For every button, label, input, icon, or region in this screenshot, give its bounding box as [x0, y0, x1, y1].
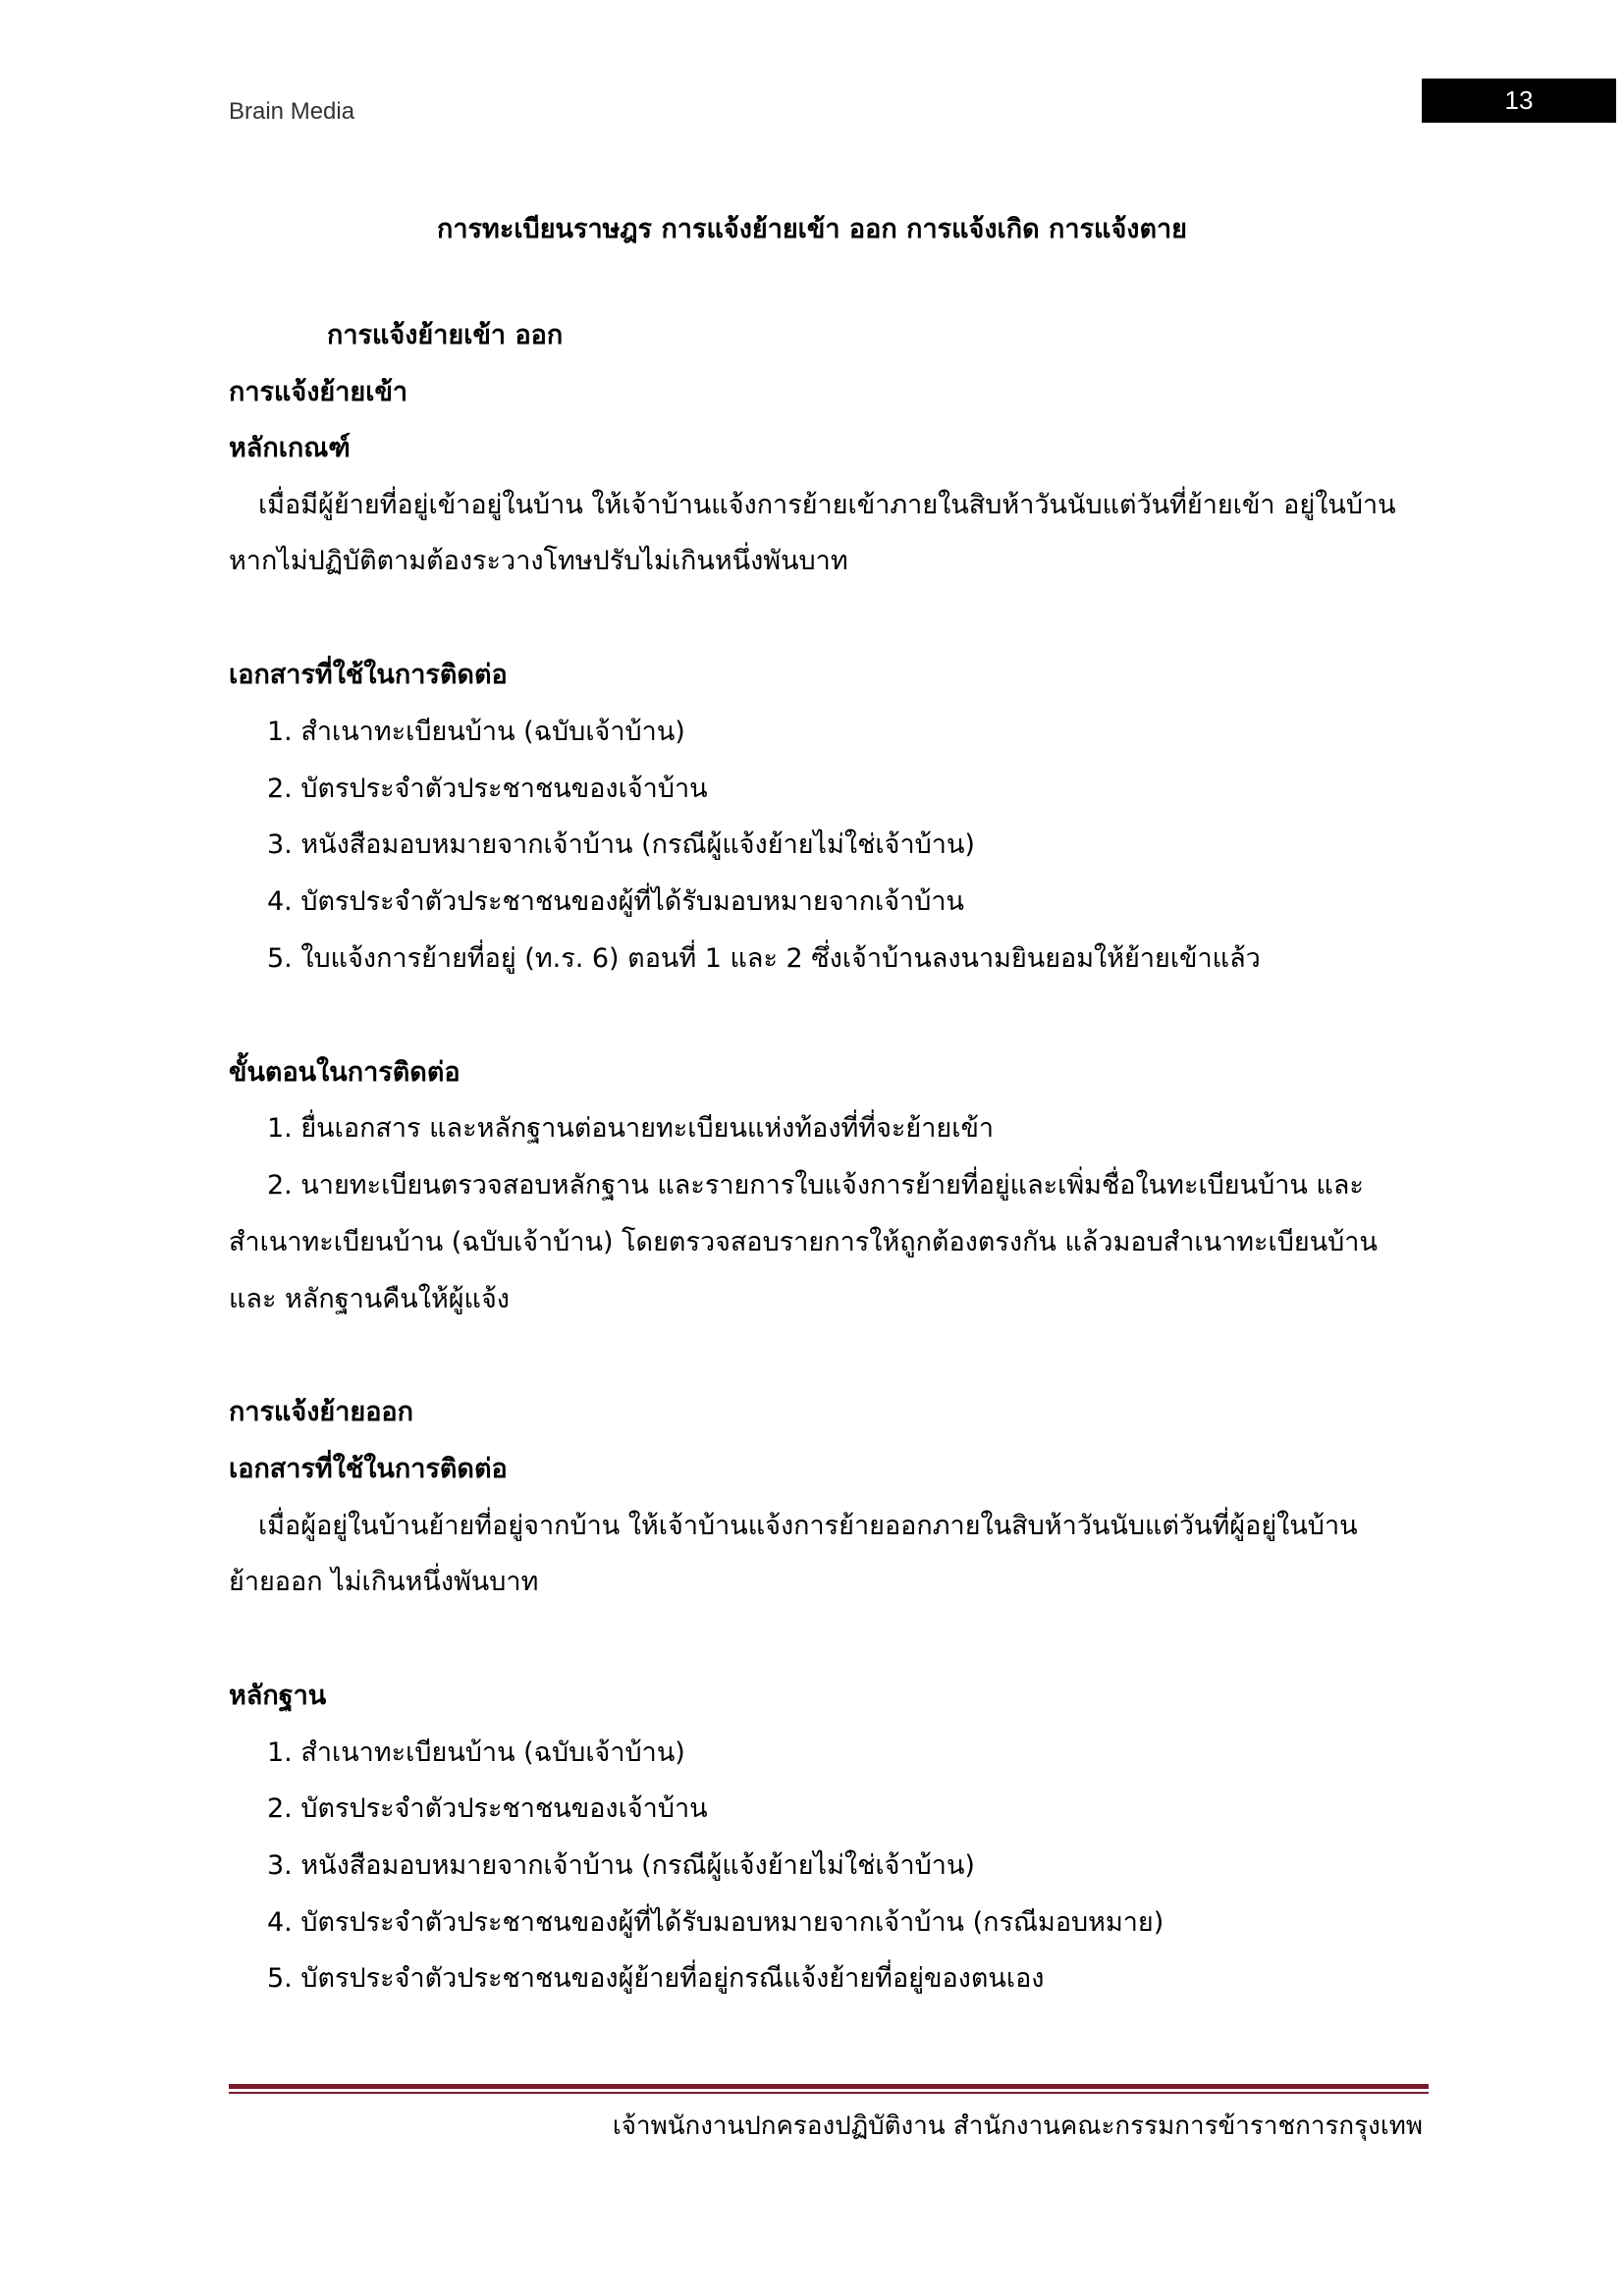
evidence-heading: หลักฐาน [229, 1681, 327, 1711]
document-item: 3. หนังสือมอบหมายจากเจ้าบ้าน (กรณีผู้แจ้งย้ายไม่ใช่เจ้าบ้าน) [267, 829, 975, 860]
step-item-continued: และ หลักฐานคืนให้ผู้แจ้ง [229, 1284, 510, 1314]
move-out-text-line-2: ย้ายออก ไม่เกินหนึ่งพันบาท [229, 1567, 539, 1597]
step-item: 1. ยื่นเอกสาร และหลักฐานต่อนายทะเบียนแห่งท้องที่ที่จะย้ายเข้า [267, 1113, 995, 1144]
document-item: 2. บัตรประจำตัวประชาชนของเจ้าบ้าน [267, 774, 708, 804]
step-item: 2. นายทะเบียนตรวจสอบหลักฐาน และรายการใบแจ้งการย้ายที่อยู่และเพิ่มชื่อในทะเบียนบ้าน และ [267, 1170, 1364, 1201]
evidence-item: 5. บัตรประจำตัวประชาชนของผู้ย้ายที่อยู่กรณีแจ้งย้ายที่อยู่ของตนเอง [267, 1963, 1045, 1994]
criteria-text-line-2: หากไม่ปฏิบัติตามต้องระวางโทษปรับไม่เกินหนึ่งพันบาท [229, 546, 848, 576]
section-heading-move: การแจ้งย้ายเข้า ออก [327, 320, 564, 350]
steps-heading: ขั้นตอนในการติดต่อ [229, 1057, 460, 1088]
document-title: การทะเบียนราษฎร การแจ้งย้ายเข้า ออก การแจ้งเกิด การแจ้งตาย [437, 214, 1187, 244]
move-out-documents-heading: เอกสารที่ใช้ในการติดต่อ [229, 1454, 508, 1484]
criteria-text-line-1: เมื่อมีผู้ย้ายที่อยู่เข้าอยู่ในบ้าน ให้เจ้าบ้านแจ้งการย้ายเข้าภายในสิบห้าวันนับแต่วันที่ย้ายเข้า อยู่ในบ้าน [258, 490, 1396, 520]
document-item: 1. สำเนาทะเบียนบ้าน (ฉบับเจ้าบ้าน) [267, 717, 685, 747]
footer-text: เจ้าพนักงานปกครองปฏิบัติงาน สำนักงานคณะกรรมการข้าราชการกรุงเทพ [612, 2111, 1423, 2141]
move-in-heading: การแจ้งย้ายเข้า [229, 377, 408, 407]
criteria-heading: หลักเกณฑ์ [229, 433, 351, 463]
footer-rule-thick [229, 2084, 1429, 2089]
documents-heading: เอกสารที่ใช้ในการติดต่อ [229, 660, 508, 690]
move-out-text-line-1: เมื่อผู้อยู่ในบ้านย้ายที่อยู่จากบ้าน ให้เจ้าบ้านแจ้งการย้ายออกภายในสิบห้าวันนับแต่วันที่ผู้อยู่ในบ้าน [258, 1511, 1358, 1541]
evidence-item: 1. สำเนาทะเบียนบ้าน (ฉบับเจ้าบ้าน) [267, 1737, 685, 1768]
page-number: 13 [1422, 79, 1616, 123]
evidence-item: 2. บัตรประจำตัวประชาชนของเจ้าบ้าน [267, 1793, 708, 1824]
move-out-heading: การแจ้งย้ายออก [229, 1397, 413, 1427]
step-item-continued: สำเนาทะเบียนบ้าน (ฉบับเจ้าบ้าน) โดยตรวจสอบรายการให้ถูกต้องตรงกัน แล้วมอบสำเนาทะเบียนบ้าน [229, 1227, 1378, 1257]
footer-rule-thin [229, 2092, 1429, 2094]
evidence-item: 3. หนังสือมอบหมายจากเจ้าบ้าน (กรณีผู้แจ้งย้ายไม่ใช่เจ้าบ้าน) [267, 1850, 975, 1881]
document-item: 5. ใบแจ้งการย้ายที่อยู่ (ท.ร. 6) ตอนที่ 1 และ 2 ซึ่งเจ้าบ้านลงนามยินยอมให้ย้ายเข้าแล้ว [267, 943, 1261, 974]
header-brand: Brain Media [229, 98, 355, 125]
document-item: 4. บัตรประจำตัวประชาชนของผู้ที่ได้รับมอบหมายจากเจ้าบ้าน [267, 886, 965, 917]
evidence-item: 4. บัตรประจำตัวประชาชนของผู้ที่ได้รับมอบหมายจากเจ้าบ้าน (กรณีมอบหมาย) [267, 1907, 1164, 1938]
